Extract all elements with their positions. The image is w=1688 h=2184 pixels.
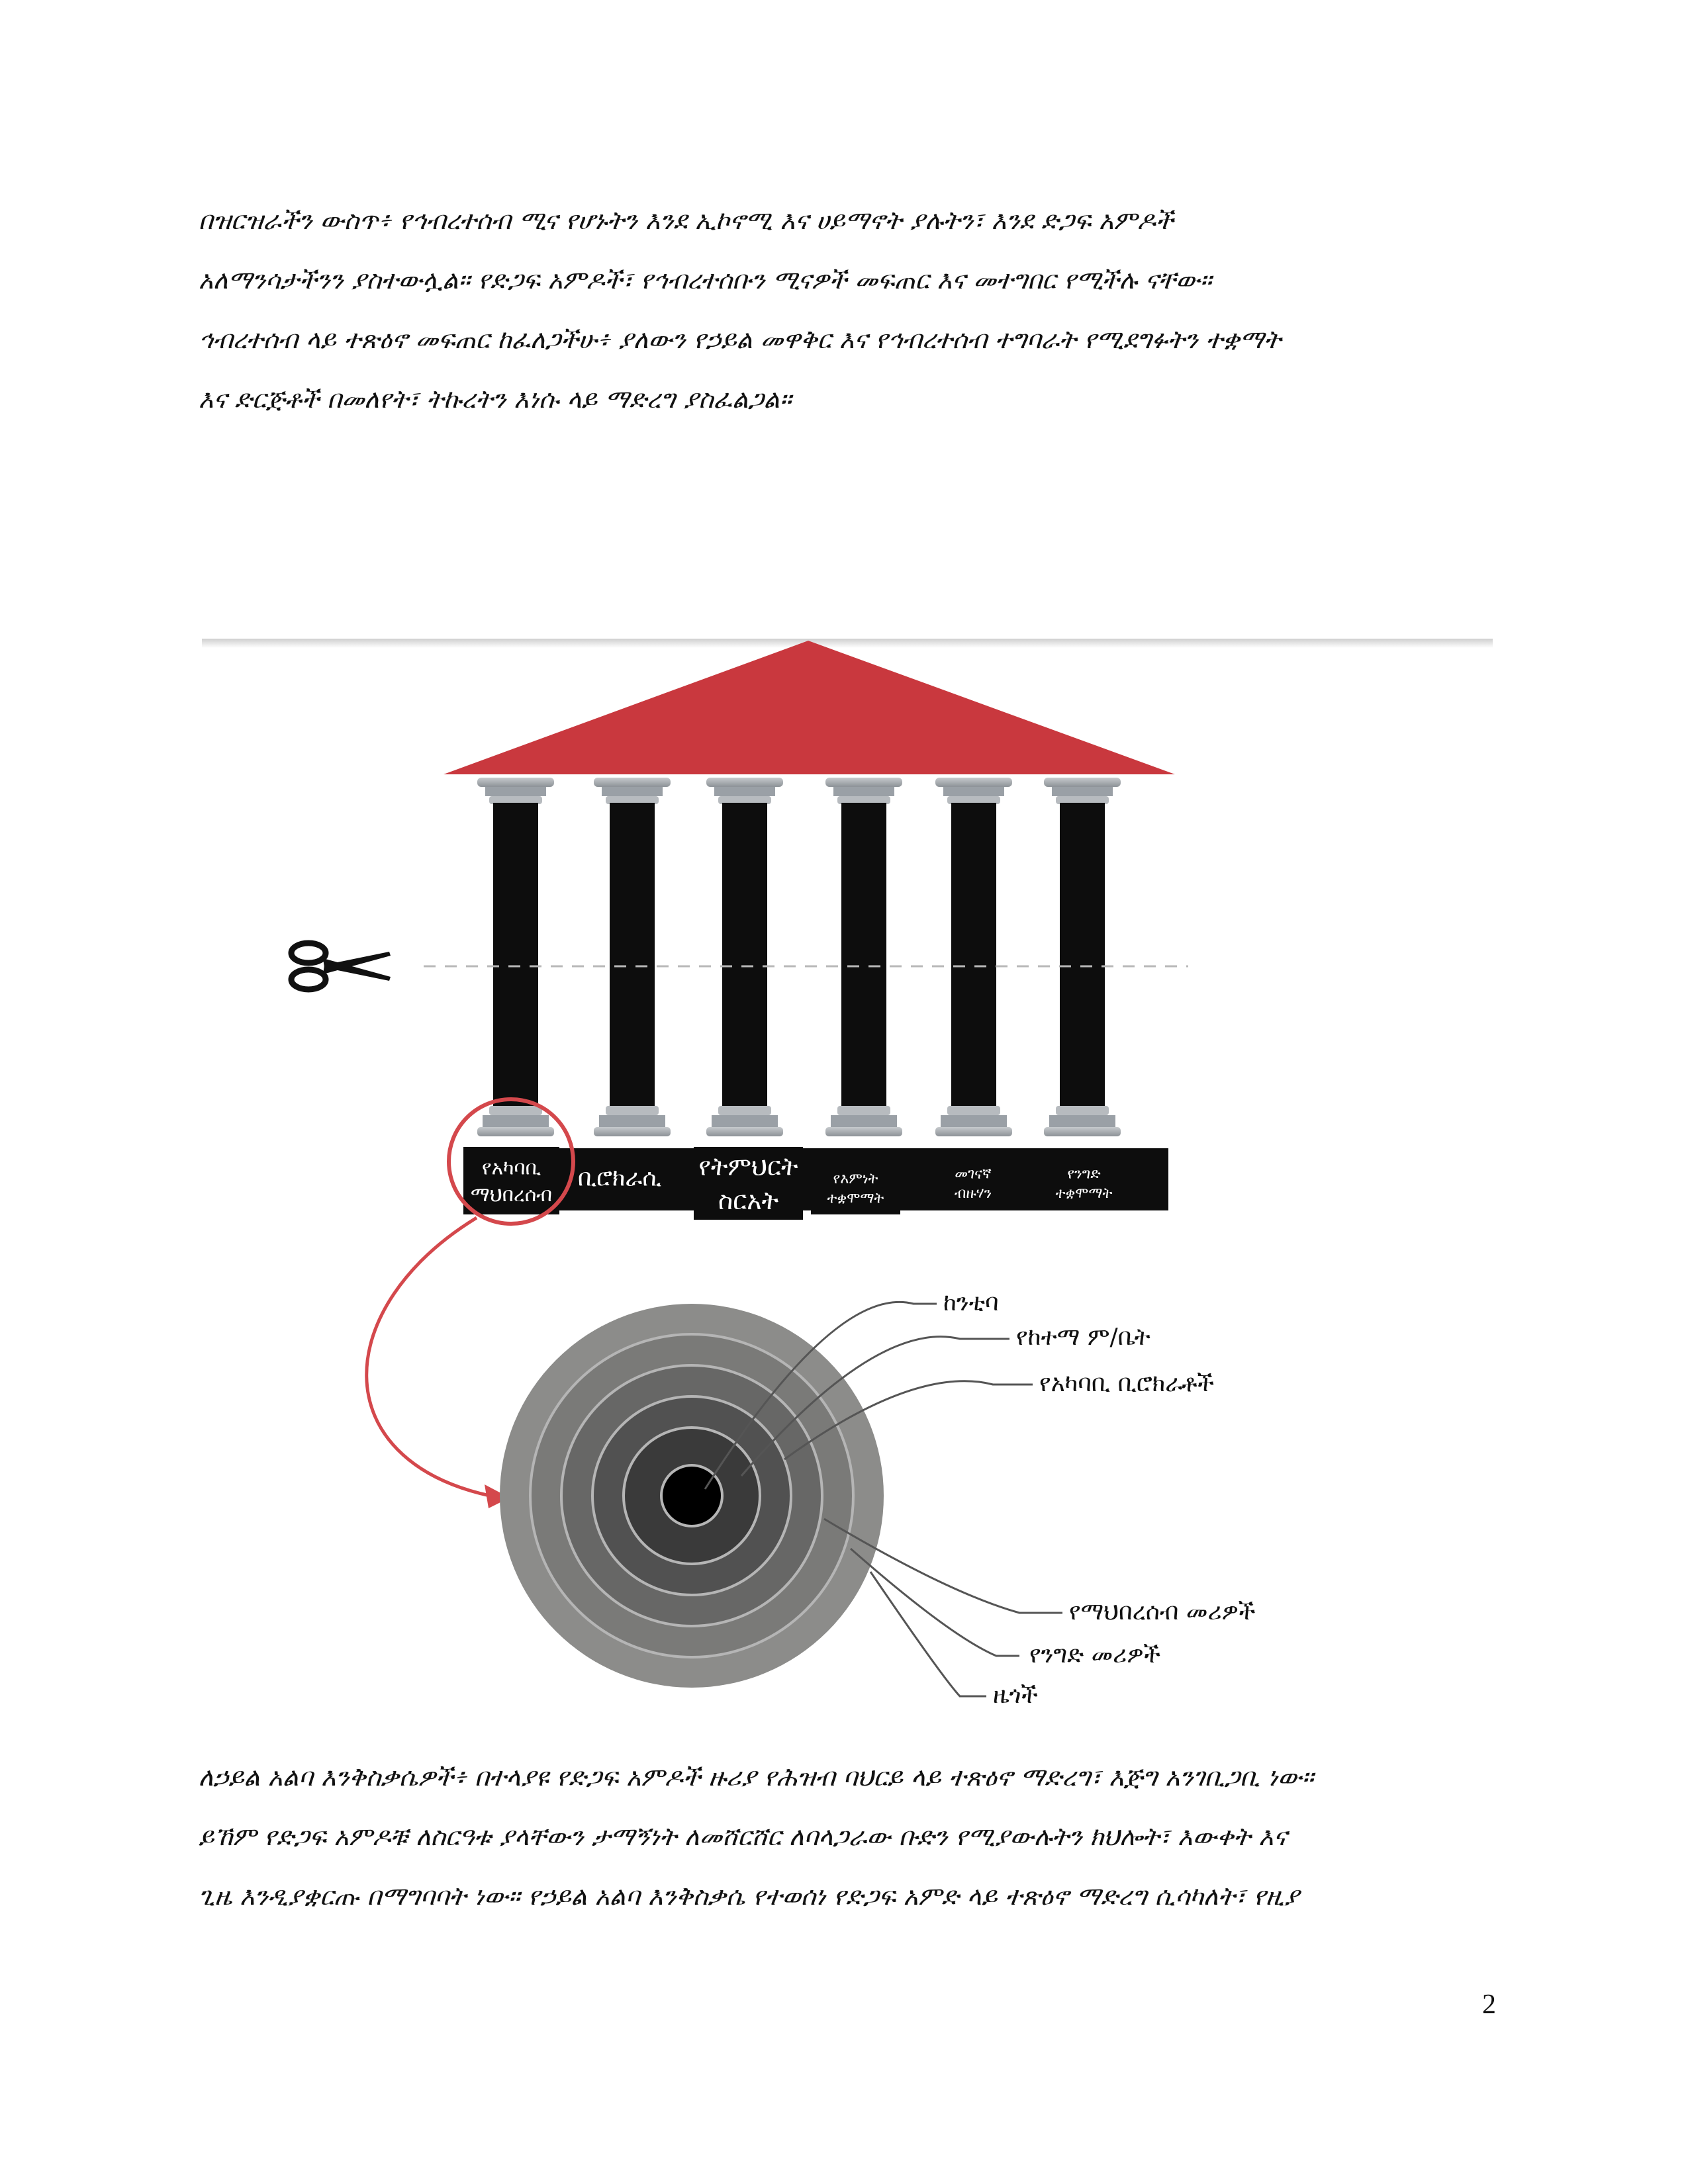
- page-number: 2: [1482, 1989, 1496, 2020]
- temple-roof: [444, 641, 1175, 774]
- text-line: አለማንሳታችንን ያስተውሏል። የድጋፍ አምዶች፣ የኅብረተሰቡን ሚናዎች መፍጠር እና መተግበር የሚችሉ ናቸው።: [199, 265, 1212, 295]
- influence-ring: [661, 1465, 722, 1526]
- pillar-label: [927, 1158, 1019, 1208]
- pillar-column: [477, 778, 554, 1136]
- pillar-columns: [477, 778, 1121, 1136]
- text-line: ይኸም የድጋፍ አምዶቹ ለስርዓቱ ያላቸውን ታማኝነት ለመሸርሸር ለባላጋራው ቡድን የሚያውሉትን ክህሎት፣ እውቀት እና: [199, 1822, 1288, 1851]
- text-line: በዝርዝራችን ውስጥ፥ የኅብረተሰብ ሚና የሆኑትን እንደ ኢኮኖሚ እና ሀይማኖት ያሉትን፣ እንደ ድጋፍ አምዶች: [199, 206, 1174, 235]
- pillar-label-text: ቢሮክራሲ: [577, 1164, 662, 1192]
- pillar-label-text: ስርአት: [718, 1185, 779, 1215]
- text-line: ኅብረተሰብ ላይ ተጽዕኖ መፍጠር ከፈለጋችሁ፥ ያለውን የኃይል መዋቅር እና የኅብረተሰብ ተግባራት የሚደግፉትን ተቋማት: [199, 325, 1282, 354]
- leader-line: [870, 1572, 986, 1696]
- paragraph-intro: [199, 191, 1496, 429]
- scissors-icon: [291, 943, 391, 989]
- ring-label-mayor: ከንቲባ: [943, 1289, 999, 1316]
- pillar-label-text: ተቋሞማት: [1055, 1185, 1113, 1203]
- ring-label-citizens: ዜጎች: [993, 1682, 1038, 1709]
- pillar-label: [571, 1158, 669, 1197]
- ring-labels: [943, 1289, 1255, 1709]
- pillar-label-text: ተቋሞማት: [827, 1190, 884, 1207]
- figure-top-border: [202, 639, 1493, 648]
- pillar-label-text: የእምነት: [833, 1170, 878, 1187]
- influence-rings: [500, 1304, 884, 1688]
- pillar-column: [935, 778, 1012, 1136]
- text-line: ጊዜ እንዲያቋርጡ በማግባባት ነው። የኃይል አልባ እንቅስቃሴ የተወሰነ የድጋፍ አምድ ላይ ተጽዕኖ ማድረግ ሲሳካለት፣ የዚያ: [199, 1882, 1299, 1911]
- pillar-label-text: የትምህርት: [698, 1152, 798, 1181]
- leader-line: [851, 1549, 1019, 1656]
- curved-arrow: [367, 1218, 490, 1496]
- pillar-column: [1044, 778, 1121, 1136]
- pillar-column: [594, 778, 671, 1136]
- text-line: እና ድርጅቶች በመለየት፣ ትኩረትን እነሱ ላይ ማድረግ ያስፈልጋል።: [199, 385, 792, 414]
- pillars-of-support-figure: [199, 632, 1496, 1717]
- pillar-label-text: የንግድ: [1067, 1165, 1101, 1183]
- pillar-label: [694, 1147, 803, 1220]
- pillar-label: [463, 1147, 559, 1214]
- pillar-label-text: መገናኛ: [955, 1165, 992, 1183]
- pillar-label-text: ብዙሃን: [954, 1185, 992, 1203]
- pillar-column: [706, 778, 783, 1136]
- pillar-column: [825, 778, 902, 1136]
- ring-label-community-leaders: የማህበረሰብ መሪዎች: [1069, 1598, 1256, 1625]
- pillar-label: [811, 1161, 900, 1214]
- pillar-label: [1036, 1158, 1132, 1208]
- pillar-label-text: የአካባቢ: [481, 1156, 541, 1180]
- ring-label-city-council: የከተማ ም/ቤት: [1016, 1324, 1150, 1351]
- pillar-label-text: ማህበረሰብ: [470, 1183, 553, 1206]
- ring-label-local-bureaucrats: የአካባቢ ቢሮክራቶች: [1039, 1370, 1215, 1397]
- ring-label-business-leaders: የንግድ መሪዎች: [1029, 1641, 1161, 1668]
- text-line: ለኃይል አልባ እንቅስቃሴዎች፥ በተላያዩ የድጋፍ አምዶች ዙሪያ የሕዝብ ባህርይ ላይ ተጽዕኖ ማድረግ፣ እጅግ አንገቢጋቢ ነው።: [199, 1762, 1314, 1792]
- paragraph-movement: [199, 1747, 1496, 1926]
